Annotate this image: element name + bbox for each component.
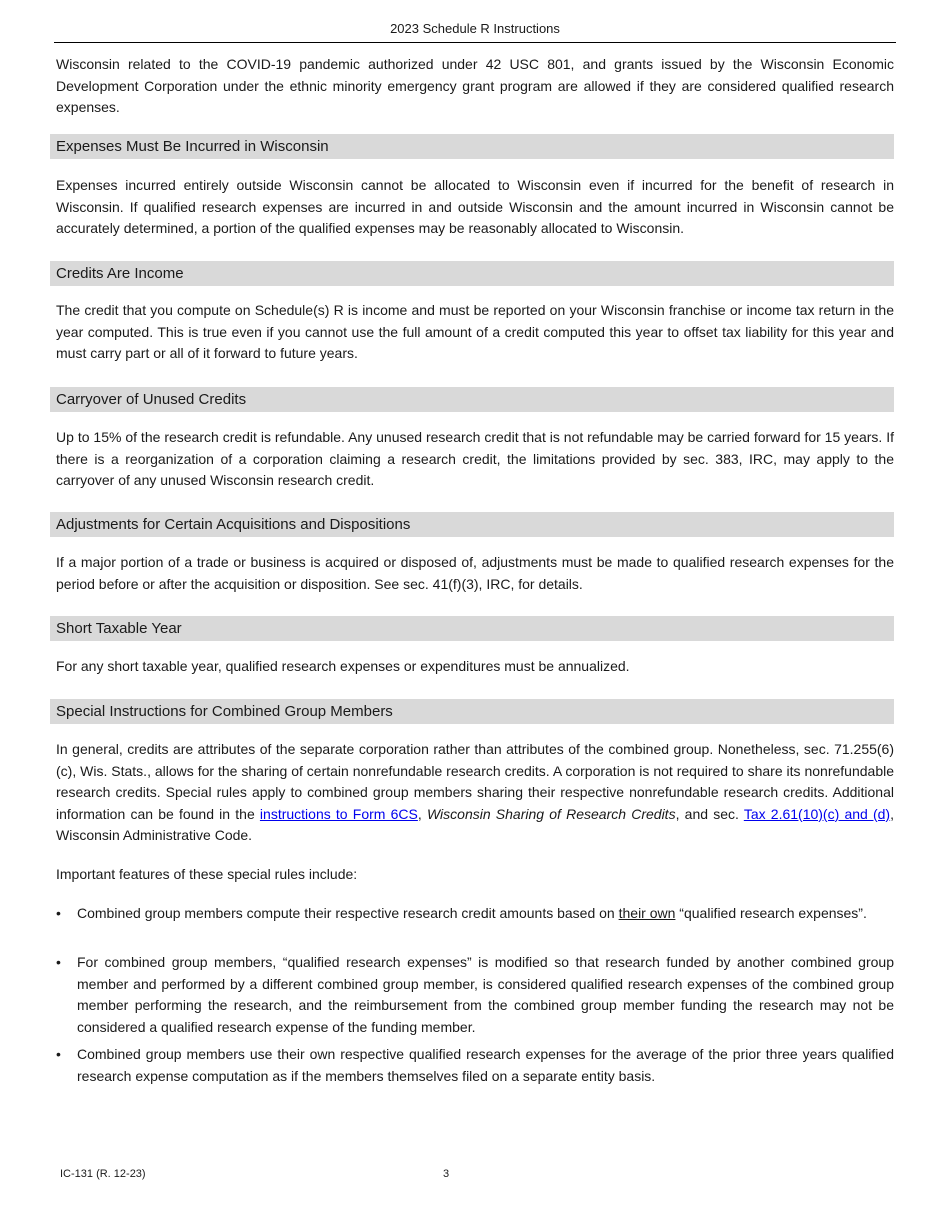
list-item — [56, 1044, 894, 1087]
section-heading: Short Taxable Year — [50, 616, 894, 641]
text: , — [417, 805, 427, 822]
section-heading: Carryover of Unused Credits — [50, 387, 894, 412]
text: Combined group members use their own respective qualified research expenses for the average of the prior three years qualified research expense computation as if the members themselves filed on a separate entity basis. — [77, 1046, 894, 1084]
section-heading: Adjustments for Certain Acquisitions and Dispositions — [50, 512, 894, 537]
publication-title: Wisconsin Sharing of Research Credits — [426, 805, 676, 822]
section-paragraph: If a major portion of a trade or business is acquired or disposed of, adjustments must be made to qualified research expenses for the period before or after the acquisition or disposition. See sec. 41(f)(3), IRC, for details. — [56, 554, 894, 592]
tax-code-link[interactable]: Tax 2.61(10)(c) and (d) — [743, 805, 891, 822]
bullet-icon: • — [56, 954, 61, 970]
combined-paragraph — [56, 739, 894, 847]
intro-paragraph: Wisconsin related to the COVID-19 pandemic authorized under 42 USC 801, and grants issued by the Wisconsin Economic Development Corporation under the ethnic minority emergency grant program are allowed if they are considered qualified research expenses. — [56, 56, 894, 115]
text: “qualified research expenses”. — [675, 905, 867, 921]
text: , Wisconsin Administrative Code. — [56, 805, 894, 843]
text: , and sec. — [675, 805, 744, 822]
text: For combined group members, “qualified research expenses” is modified so that research funded by another combined group member and performed by a different combined group member, is considered qualified research expenses of the combined group member performing the research, and the reimbursement from the combined group member funding the research may not be considered a qualified research expense of the funding member. — [77, 954, 894, 1035]
section-paragraph: Expenses incurred entirely outside Wisconsin cannot be allocated to Wisconsin even if incurred for the benefit of research in Wisconsin. If qualified research expenses are incurred in and outside Wisconsin and the amount incurred in Wisconsin cannot be accurately determined, a portion of the qualified expenses may be reasonably allocated to Wisconsin. — [56, 177, 894, 236]
section-heading: Credits Are Income — [50, 261, 894, 286]
bullet-icon: • — [56, 905, 61, 921]
text: Combined group members compute their respective research credit amounts based on — [77, 905, 619, 921]
list-item — [56, 903, 894, 925]
features-intro: Important features of these special rules include: — [56, 866, 358, 882]
page-number: 3 — [443, 1168, 450, 1180]
list-item — [56, 952, 894, 1038]
header-rule — [54, 42, 896, 43]
section-paragraph: Up to 15% of the research credit is refundable. Any unused research credit that is not refundable may be carried forward for 15 years. If there is a reorganization of a corporation claiming a research credit, the limitations provided by sec. 383, IRC, may apply to the carryover of any unused Wisconsin research credit. — [56, 429, 894, 488]
section-heading: Special Instructions for Combined Group Members — [50, 699, 894, 724]
running-header: 2023 Schedule R Instructions — [390, 21, 560, 36]
section-paragraph: The credit that you compute on Schedule(s) R is income and must be reported on your Wisconsin franchise or income tax return in the year computed. This is true even if you cannot use the full amount of a credit computed this year to offset tax liability for this year and must carry part or all of it forward to future years. — [56, 302, 894, 361]
bullet-icon: • — [56, 1046, 61, 1062]
form-number: IC-131 (R. 12-23) — [60, 1168, 146, 1180]
text: In general, credits are attributes of the separate corporation rather than attributes of the combined group. Nonetheless, sec. 71.255(6)(c), Wis. Stats., allows for the sharing of certain nonrefundable research credits. A corporation is not required to share its nonrefundable research credits. Special rules apply to combined group members sharing their respective nonrefundable research credits. Additional information can be found in the — [56, 741, 894, 822]
section-heading: Expenses Must Be Incurred in Wisconsin — [50, 134, 894, 159]
section-paragraph: For any short taxable year, qualified research expenses or expenditures must be annualized. — [56, 658, 630, 674]
form-6cs-instructions-link[interactable]: instructions to Form 6CS — [259, 805, 418, 822]
emphasis: their own — [618, 905, 676, 921]
